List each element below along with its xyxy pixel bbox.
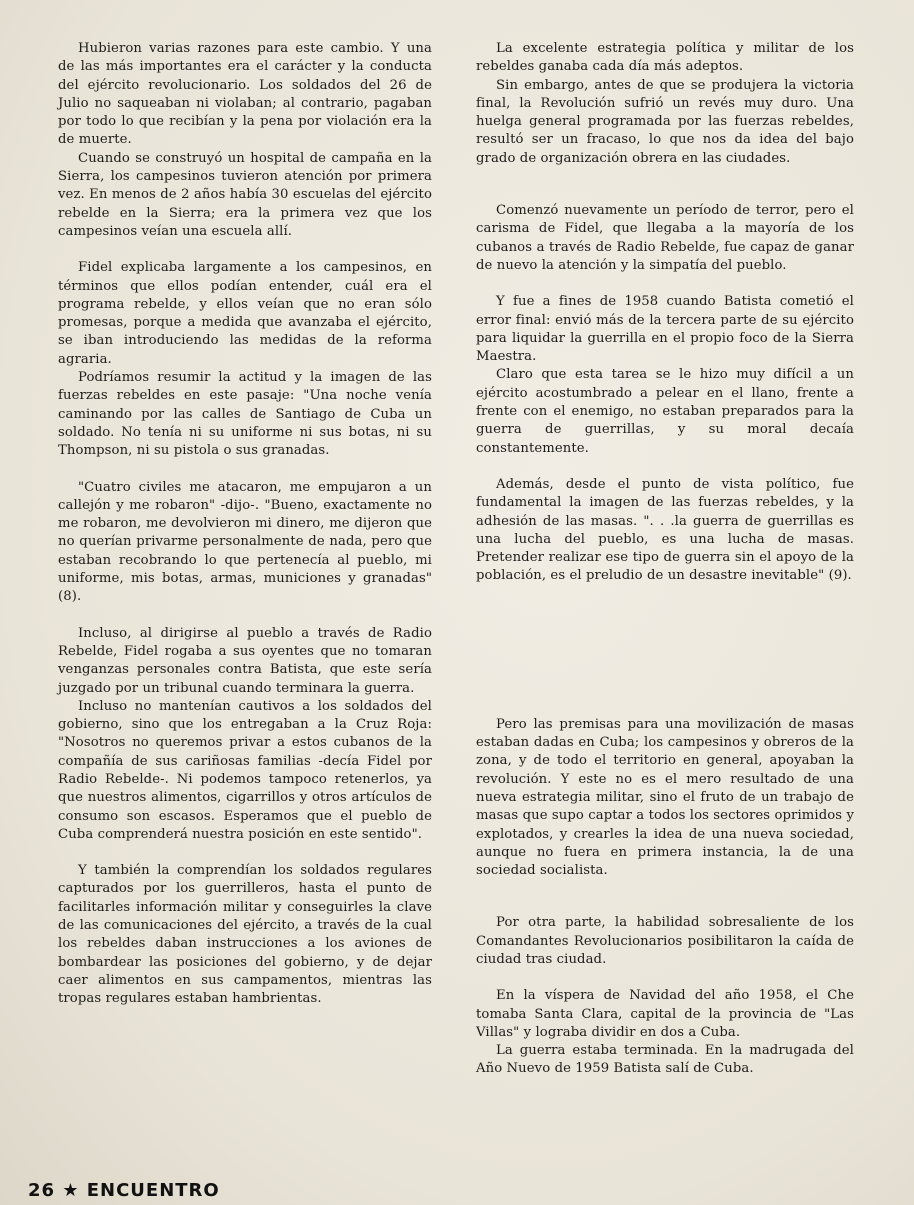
paragraph: Claro que esta tarea se le hizo muy difícil a un ejército acostumbrado a pelear en el llano, frente a frente con el enemigo, no estaban preparados para la guerra de guerrillas, y su moral decaía constantemente. <box>476 367 854 456</box>
page-footer: 26 ★ ENCUENTRO <box>28 1180 220 1201</box>
paragraph: Incluso no mantenían cautivos a los soldados del gobierno, sino que los entregaban a la Cruz Roja: "Nosotros no queremos privar a estos cubanos de la compañía de sus cariñosas familias -decía Fidel por Radio Rebelde-. Ni podemos tampoco retenerlos, ya que nuestros alimentos, cigarrillos y otros artículos de consumo son escasos. Esperamos que el pueblo de Cuba comprenderá nuestra posición en este sentido". <box>58 698 432 842</box>
paragraph: Incluso, al dirigirse al pueblo a través de Radio Rebelde, Fidel rogaba a sus oyentes que no tomaran venganzas personales contra Batista, que este sería juzgado por un tribunal cuando terminara la guerra. <box>58 625 432 696</box>
paragraph: Fidel explicaba largamente a los campesinos, en términos que ellos podían entender, cuál era el programa rebelde, y ellos veían que no eran sólo promesas, porque a medida que avanzaba el ejército, se iban introduciendo las medidas de la reforma agraria. <box>58 260 432 367</box>
paragraph: En la víspera de Navidad del año 1958, el Che tomaba Santa Clara, capital de la provincia de "Las Villas" y lograba dividir en dos a Cuba. <box>476 988 854 1040</box>
left-text-column <box>58 40 432 1009</box>
right-text-column <box>476 40 854 1079</box>
paragraph: Por otra parte, la habilidad sobresaliente de los Comandantes Revolucionarios posibilitaron la caída de ciudad tras ciudad. <box>476 915 854 967</box>
paragraph: Pero las premisas para una movilización de masas estaban dadas en Cuba; los campesinos y obreros de la zona, y de todo el territorio en general, apoyaban la revolución. Y este no es el mero resultado de una nueva estrategia militar, sino el fruto de un trabajo de masas que supo captar a todos los sectores oprimidos y explotados, y crearles la idea de una nueva sociedad, aunque no fuera en primera instancia, la de una sociedad socialista. <box>476 716 854 879</box>
paragraph: Hubieron varias razones para este cambio. Y una de las más importantes era el carácter y la conducta del ejército revolucionario. Los soldados del 26 de Julio no saqueaban ni violaban; al contrario, pagaban por todo lo que recibían y la pena por violación era la de muerte. <box>58 41 432 148</box>
paragraph: La guerra estaba terminada. En la madrugada del Año Nuevo de 1959 Batista salí de Cuba. <box>476 1043 854 1077</box>
paragraph: Y también la comprendían los soldados regulares capturados por los guerrilleros, hasta el punto de facilitarles información militar y conseguirles la clave de las comunicaciones del ejército, a través de la cual los rebeldes daban instrucciones a los aviones de bombardear las posiciones del gobierno, y de dejar caer alimentos en sus campamentos, mientras las tropas regulares estaban hambrientas. <box>58 863 432 1007</box>
paragraph: Sin embargo, antes de que se produjera la victoria final, la Revolución sufrió un revés muy duro. Una huelga general programada por las fuerzas rebeldes, resultó ser un fracaso, lo que nos da idea del bajo grado de organización obrera en las ciudades. <box>476 77 854 166</box>
paragraph: Además, desde el punto de vista político, fue fundamental la imagen de las fuerzas rebeldes, y la adhesión de las masas. ". . .la guerra de guerrillas es una lucha del pueblo, es una lucha de masas. Pretender realizar ese tipo de guerra sin el apoyo de la población, es el preludio de un desastre inevitable" (9). <box>476 476 854 584</box>
paragraph: La excelente estrategia política y militar de los rebeldes ganaba cada día más adeptos. <box>476 41 854 75</box>
paragraph: Cuando se construyó un hospital de campaña en la Sierra, los campesinos tuvieron atención por primera vez. En menos de 2 años había 30 escuelas del ejército rebelde en la Sierra; era la primera vez que los campesinos veían una escuela allí. <box>58 150 432 239</box>
paragraph: Comenzó nuevamente un período de terror, pero el carisma de Fidel, que llegaba a la mayoría de los cubanos a través de Radio Rebelde, fue capaz de ganar de nuevo la atención y la simpatía del pueblo. <box>476 203 854 273</box>
paragraph: Y fue a fines de 1958 cuando Batista cometió el error final: envió más de la tercera parte de su ejército para liquidar la guerrilla en el propio foco de la Sierra Maestra. <box>476 294 854 365</box>
paragraph: "Cuatro civiles me atacaron, me empujaron a un callejón y me robaron" -dijo-. "Bueno, exactamente no me robaron, me devolvieron mi dinero, me dijeron que no querían privarme personalmente de nada, pero que estaban recobrando lo que pertenecía al pueblo, mi uniforme, mis botas, armas, municiones y granadas" (8). <box>58 479 432 605</box>
paragraph: Podríamos resumir la actitud y la imagen de las fuerzas rebeldes en este pasaje: "Una noche venía caminando por las calles de Santiago de Cuba un soldado. No tenía ni su uniforme ni sus botas, ni su Thompson, ni su pistola o sus granadas. <box>58 370 432 459</box>
